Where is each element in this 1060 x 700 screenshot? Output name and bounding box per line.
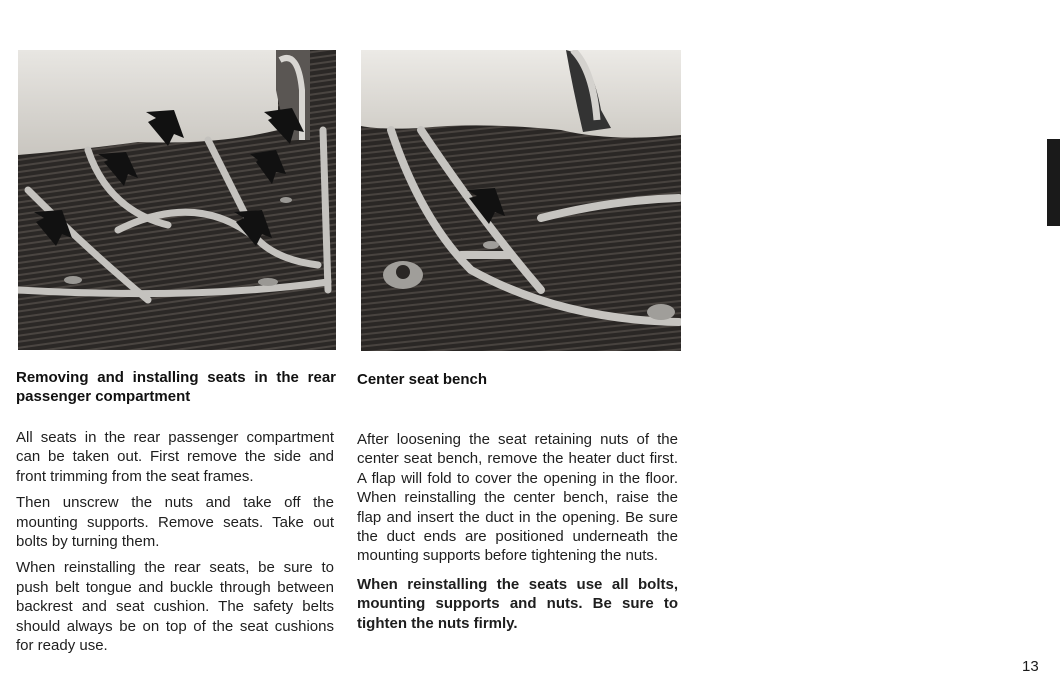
rear-seats-text <box>16 428 334 662</box>
center-bench-frame-photo <box>361 50 681 351</box>
center-bench-text <box>357 430 678 640</box>
paragraph: Then unscrew the nuts and take off the mounting supports. Remove seats. Take out bolts by turning them. <box>16 494 334 551</box>
section-heading-center-bench: Center seat bench <box>357 371 488 388</box>
bold-note: When reinstalling the seats use all bolts, mounting supports and nuts. Be sure to tighten the nuts firmly. <box>357 575 678 632</box>
paragraph: After loosening the seat retaining nuts of the center seat bench, remove the heater duct first. A flap will fold to cover the opening in the floor. When reinstalling the center bench, raise the flap and insert the duct in the opening. Be sure the duct ends are positioned underneath the mounting supports before tightening the nuts. <box>357 431 678 565</box>
section-heading-rear-seats: Removing and installing seats in the rear passenger compartment <box>16 369 336 405</box>
paragraph: When reinstalling the rear seats, be sure to push belt tongue and buckle through between backrest and seat cushion. The safety belts should always be on top of the seat cushions for ready use. <box>16 559 334 655</box>
page-number: 13 <box>1022 658 1039 675</box>
paragraph: All seats in the rear passenger compartment can be taken out. First remove the side and front trimming from the seat frames. <box>16 429 334 485</box>
chapter-edge-tab <box>1047 139 1060 226</box>
seat-frame-photo <box>18 50 336 350</box>
